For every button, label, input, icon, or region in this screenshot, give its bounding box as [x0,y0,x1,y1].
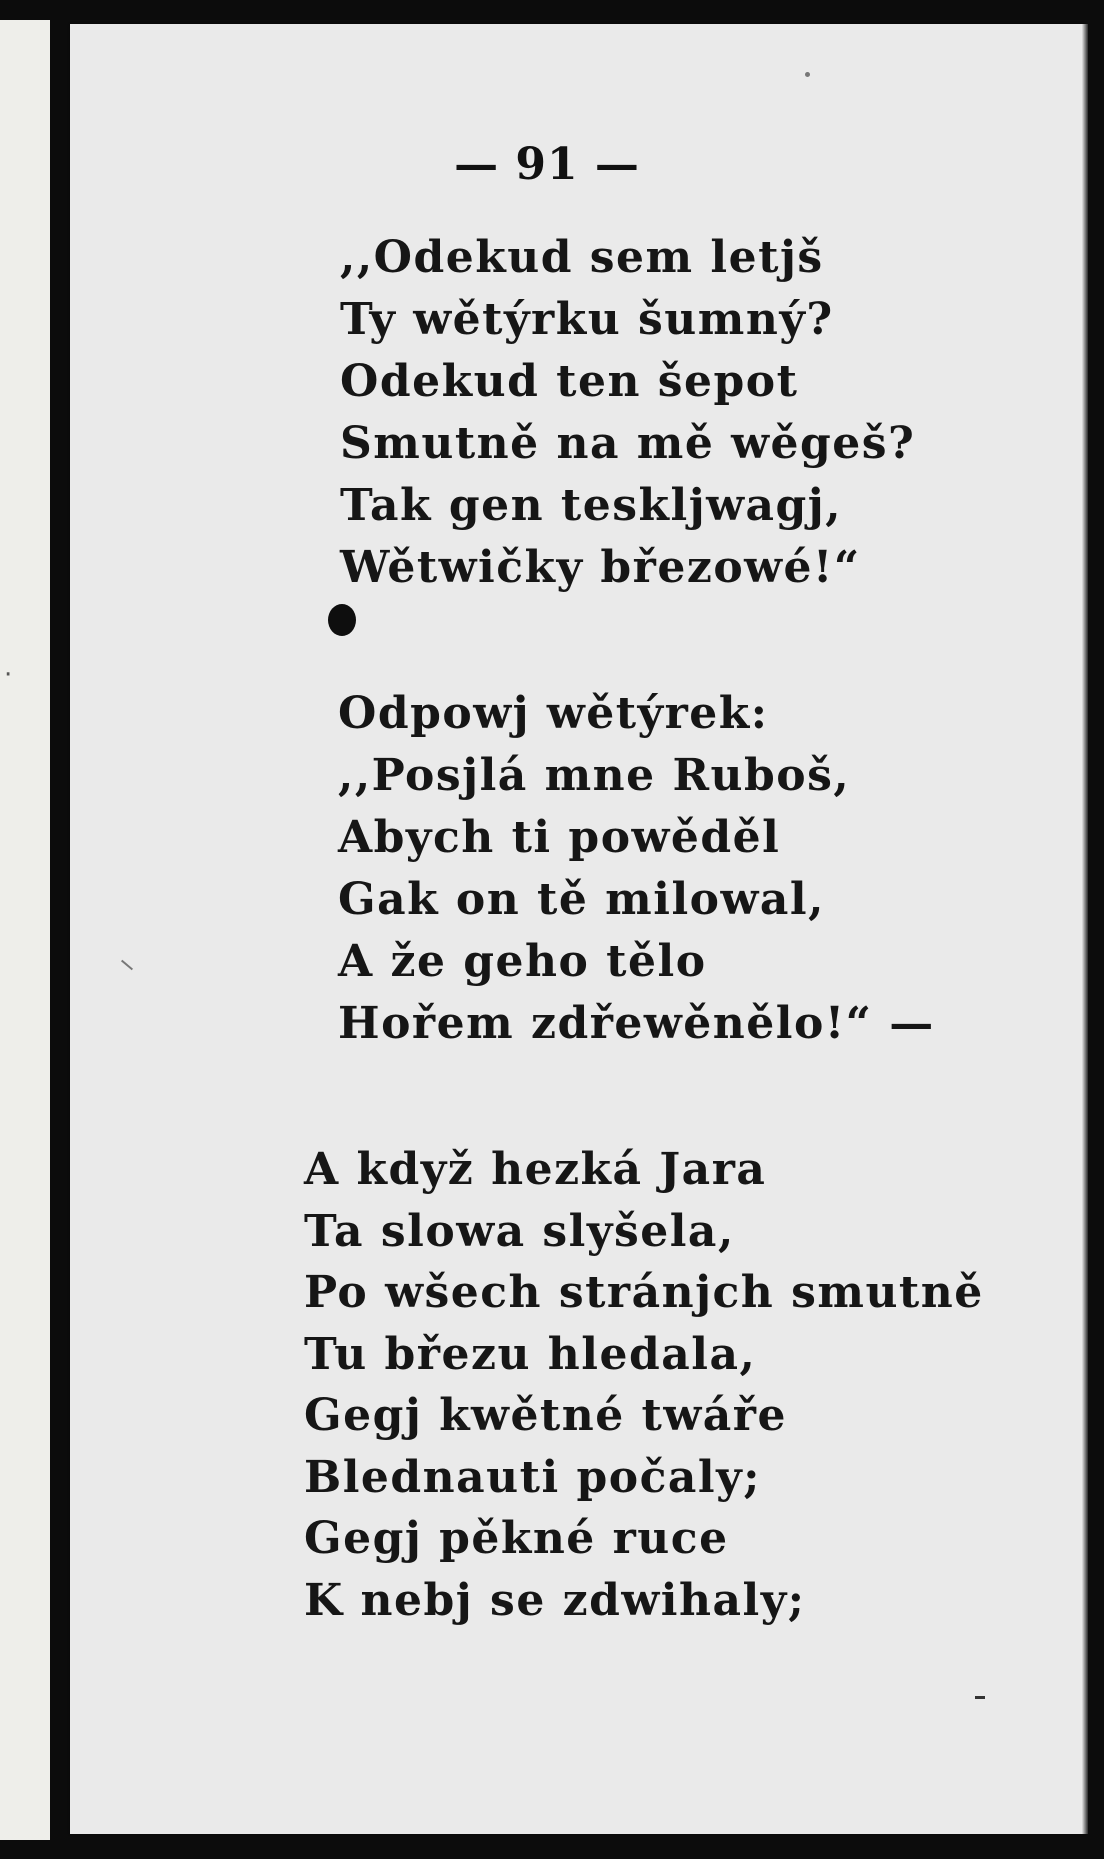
verse-line: Smutně na mě wěgeš? [340,418,916,469]
verse-line: A když hezká Jara [304,1144,767,1195]
paper-speck [121,960,133,971]
verse-line: Gegj kwětné twáře [304,1390,787,1441]
stanza-3 [304,1139,984,1631]
verse-line: Gegj pěkné ruce [304,1513,729,1564]
verse-line: Tak gen tesklјwagj, [340,480,843,531]
verse-line: ,,Posjlá mne Ruboš, [338,750,851,801]
verse-line: ,,Odekud sem letjš [340,232,824,283]
verse-line: Gak on tě milowal, [338,874,825,925]
verse-line: Ta slowa slyšela, [304,1205,735,1257]
page-edge-shadow [1082,24,1088,1834]
verse-line: Hořem zdřewěnělo!“ — [338,998,935,1049]
ink-blot [328,604,356,636]
previous-page-edge [0,20,50,1840]
stanza-1 [340,227,915,599]
verse-line: K nebj se zdwihaly; [304,1574,806,1626]
stanza-2 [338,683,935,1055]
verse-line: Ty wětýrku šumný? [340,294,834,345]
verse-line: Wětwičky březowé!“ [340,542,861,593]
verse-line: Abych ti powěděl [338,812,781,863]
verse-line: A že geho tělo [338,936,707,987]
verse-line: Odekud ten šepot [340,356,799,407]
paper-speck [975,1696,985,1699]
previous-page-mark: · [4,660,13,690]
verse-line: Po wšech stránjch smutně [304,1267,984,1318]
verse-line: Odpowj wětýrek: [338,688,769,739]
verse-line: Blednauti počaly; [304,1451,761,1503]
verse-line: Tu březu hledala, [304,1328,757,1380]
page-number: — 91 — [454,139,640,190]
book-page [70,24,1084,1834]
paper-speck [805,72,810,77]
